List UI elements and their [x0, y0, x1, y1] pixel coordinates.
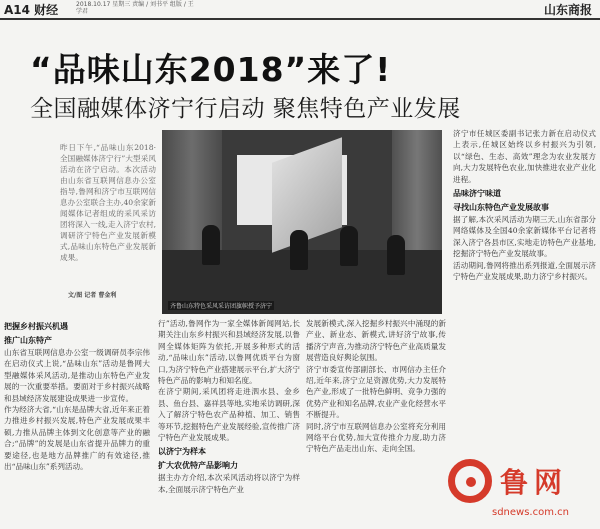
paragraph: 活动期间,鲁网将推出系列报道,全面展示济宁特色产业发展成果,助力济宁乡村振兴。 [453, 260, 596, 282]
paragraph: 行”活动,鲁网作为一家全媒体新闻网站,长期关注山东乡村振兴和县域经济发展,以鲁网全媒体矩阵为依托,开展多种形式的活动,“品味山东”活动,以鲁网优质平台为窗口,为济宁特色产业搭建展示平台,扩大济宁特色产品的影响力和知名度。 [158, 319, 300, 386]
paragraph: 济宁市委宣传部副部长、市网信办主任介绍,近年来,济宁立足资源优势,大力发展特色产业,形成了一批特色鲜明、竞争力强的优势产业和知名品牌,农业产业化经营水平不断提升。 [306, 364, 446, 420]
column-1 [4, 318, 150, 529]
paragraph: 发展新模式,深入挖掘乡村振兴中涌现的新产业、新业态、新模式,讲好济宁故事,传播济宁声音,为推动济宁特色产业高质量发展营造良好舆论氛围。 [306, 319, 446, 363]
section-heading: 扩大农优特产品影响力 [158, 461, 238, 471]
logo-url: sdnews.com.cn [492, 507, 569, 518]
lead-paragraph: 昨日下午,“品味山东2018·全国融媒体济宁行”大型采风活动在济宁启动。本次活动由山东省互联网信息办公室指导,鲁网和济宁市互联网信息办公室联合主办,40余家新闻媒体记者组成的采风采访团将深入一线,走入济宁农村,调研济宁特色产业发展新模式,品味山东特色产业发展新成果。 [60, 143, 156, 262]
paragraph: 据了解,本次采风活动为期三天,山东省部分网络媒体及全国40余家新媒体平台记者将深入济宁各县市区,实地走访特色产业基地,挖掘济宁特色产业发展故事。 [453, 215, 596, 259]
event-photo [162, 130, 442, 314]
issue-meta: 2018.10.17 星期三 责编 / 刘书平 组版 / 王学君 [76, 1, 194, 15]
logo-mark-icon [448, 459, 492, 503]
page-label: A14 财经 [4, 3, 59, 17]
paragraph: 济宁市任城区委副书记张力新在启动仪式上表示,任城区始终以乡村振兴为引领,以“绿色、生态、高效”理念为农业发展方向,大力发展特色农业,加快推进农业产业化进程。 [453, 129, 596, 184]
column-4 [453, 128, 596, 456]
section-heading: 推广山东特产 [4, 336, 52, 345]
column-2 [158, 318, 300, 529]
headline-subtitle: 全国融媒体济宁行启动 聚焦特色产业发展 [30, 96, 461, 122]
paragraph: 山东省互联网信息办公室一级调研员李宗伟在启动仪式上说,“品味山东”活动是鲁网大型融媒体采风活动,是推动山东特色产业发展的一次重要举措。要面对于乡村振兴战略和县域经济发展建设成果进一步宣传。 [4, 348, 150, 403]
person [290, 230, 308, 270]
author-credit: 文/图 记者 曹金利 [68, 292, 117, 299]
page-header [0, 0, 600, 20]
column-3 [306, 318, 446, 529]
paragraph: 在济宁期间,采风团将走进泗水县、金乡县、鱼台县、嘉祥县等地,实地采访调研,深入了解济宁特色农产品种植、加工、销售等环节,挖掘特色产业发展经验,宣传推广济宁特色产业发展成果。 [158, 387, 300, 443]
paragraph: 作为经济大省,“山东是品牌大省,近年来正着力推进乡村振兴发展,特色产业发展成果丰硕,力推从品牌主体到文化创意等产业的融合;“品牌”的发展是山东省提升品牌力的重要途径,也是地方品牌推广的有效途径,推出“品味山东”系列活动。 [4, 405, 150, 472]
section-heading: 以济宁为样本 [158, 447, 206, 457]
section-heading: 寻找山东特色产业发展故事 [453, 203, 549, 213]
paragraph: 同时,济宁市互联网信息办公室将充分利用网络平台优势,加大宣传推介力度,助力济宁特色产品走出山东、走向全国。 [306, 421, 446, 454]
paragraph: 据主办方介绍,本次采风活动将以济宁为样本,全面展示济宁特色产业 [158, 473, 300, 494]
paper-name: 山东商报 [543, 3, 592, 17]
headline-title: “品味山东2018”来了! [30, 50, 392, 89]
watermark-logo [448, 459, 598, 525]
logo-name: 鲁网 [500, 466, 569, 499]
section-heading: 品味济宁味道 [453, 189, 501, 199]
person [340, 226, 358, 266]
section-heading: 把握乡村振兴机遇 [4, 322, 68, 331]
person [202, 225, 220, 265]
photo-caption: 齐鲁山东特色采风采访团旗帜授予济宁 [170, 303, 273, 310]
person [387, 235, 405, 275]
